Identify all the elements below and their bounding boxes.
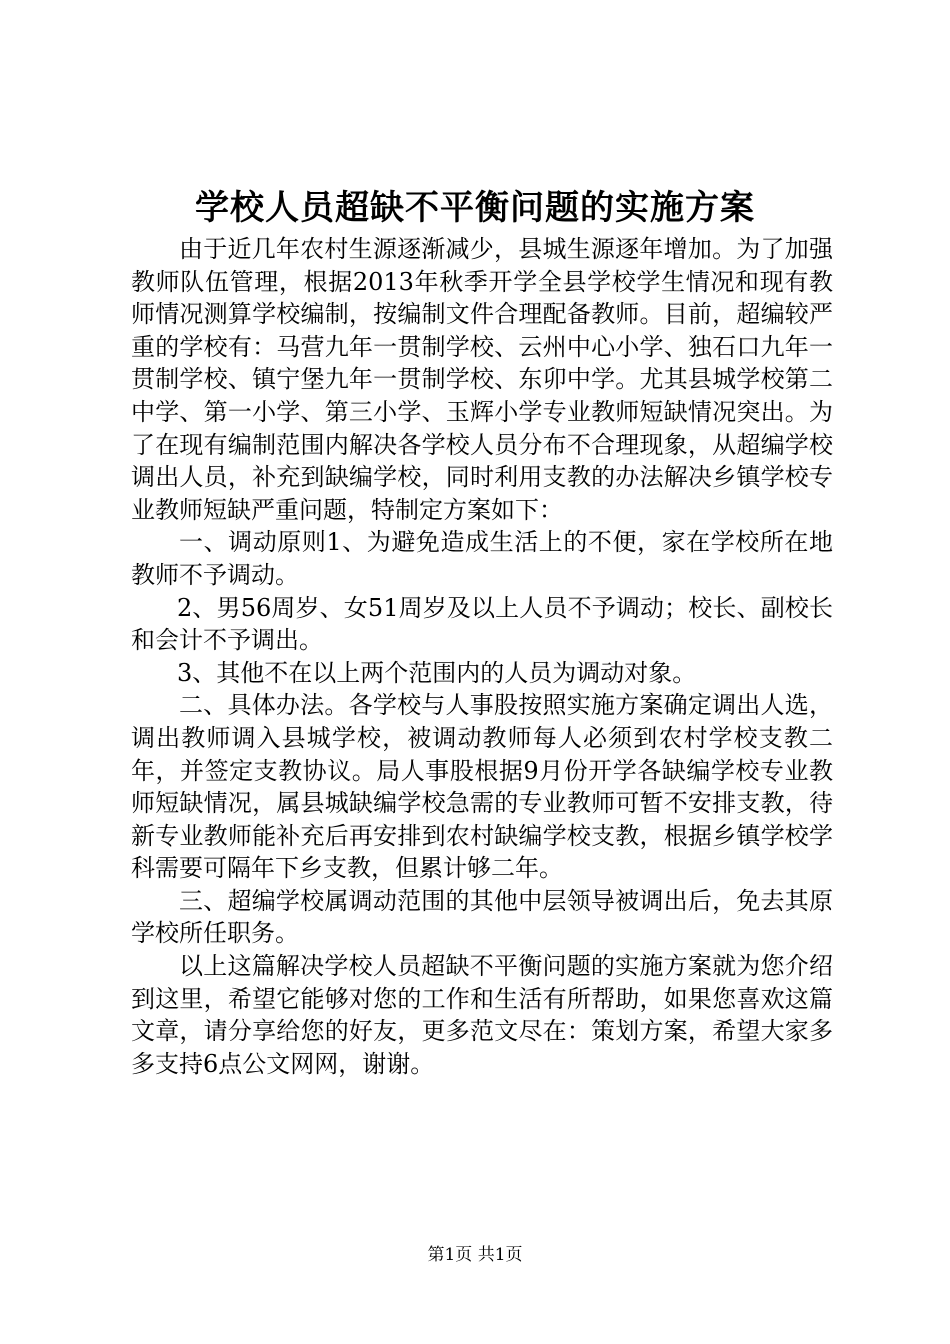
- document-body: [131, 233, 833, 1080]
- document-title: 学校人员超缺不平衡问题的实施方案: [195, 188, 755, 228]
- paragraph-duties: 三、超编学校属调动范围的其他中层领导被调出后，免去其原学校所任职务。: [131, 886, 833, 948]
- paragraph-principle-1: 一、调动原则1、为避免造成生活上的不便，家在学校所在地教师不予调动。: [131, 528, 833, 589]
- paragraph-principle-2: 2、男56周岁、女51周岁及以上人员不予调动；校长、副校长和会计不予调出。: [131, 593, 833, 655]
- paragraph-intro: 由于近几年农村生源逐渐减少，县城生源逐年增加。为了加强教师队伍管理，根据2013年秋季开学全县学校学生情况和现有教师情况测算学校编制，按编制文件合理配备教师。目前，超编较严重的学校有：马营九年一贯制学校、云州中心小学、独石口九年一贯制学校、镇宁堡九年一贯制学校、东卯中学。尤其县城学校第二中学、第一小学、第三小学、玉辉小学专业教师短缺情况突出。为了在现有编制范围内解决各学校人员分布不合理现象，从超编学校调出人员，补充到缺编学校，同时利用支教的办法解决乡镇学校专业教师短缺严重问题，特制定方案如下：: [131, 235, 833, 524]
- page-footer: 第1页 共1页: [427, 1245, 523, 1265]
- paragraph-principle-3: 3、其他不在以上两个范围内的人员为调动对象。: [177, 658, 697, 687]
- paragraph-closing: 以上这篇解决学校人员超缺不平衡问题的实施方案就为您介绍到这里，希望它能够对您的工作和生活有所帮助，如果您喜欢这篇文章，请分享给您的好友，更多范文尽在：策划方案，希望大家多多支持6点公文网网，谢谢。: [131, 952, 833, 1078]
- paragraph-method: 二、具体办法。各学校与人事股按照实施方案确定调出人选，调出教师调入县城学校，被调动教师每人必须到农村学校支教二年，并签定支教协议。局人事股根据9月份开学各缺编学校专业教师短缺情况，属县城缺编学校急需的专业教师可暂不安排支教，待新专业教师能补充后再安排到农村缺编学校支教，根据乡镇学校学科需要可隔年下乡支教，但累计够二年。: [131, 691, 833, 883]
